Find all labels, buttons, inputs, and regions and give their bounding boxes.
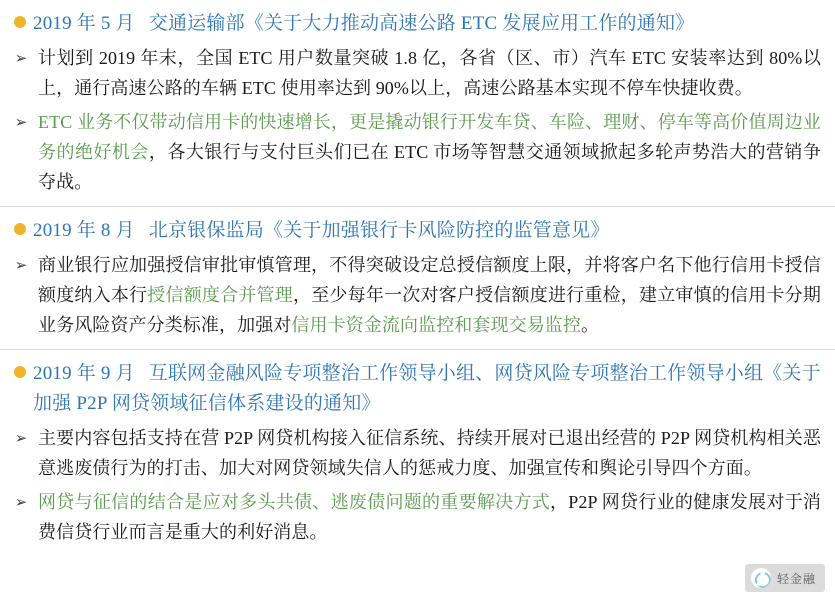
- policy-item: [14, 43, 821, 103]
- section-heading-text: [33, 216, 610, 246]
- policy-section: [0, 350, 835, 556]
- watermark-logo-icon: [751, 568, 771, 588]
- policy-item: [14, 107, 821, 197]
- circle-bullet-icon: [14, 16, 26, 28]
- section-header: [14, 359, 821, 419]
- policy-item-text: [38, 107, 821, 197]
- section-title: 北京银保监局《关于加强银行卡风险防控的监管意见》: [148, 220, 610, 241]
- policy-item: [14, 487, 821, 547]
- text-run: ，各大银行与支付巨头们已在 ETC 市场等智慧交通领域掀起多轮声势浩大的营销争夺战。: [38, 142, 821, 192]
- section-date: 2019 年 8 月: [33, 220, 135, 241]
- text-run: 计划到 2019 年末，全国 ETC 用户数量突破 1.8 亿，各省（区、市）汽车 ETC 安装率达到 80%以上，通行高速公路的车辆 ETC 使用率达到 90%以上，高速公路基本实现不停车快捷收费。: [38, 48, 821, 98]
- text-run: 主要内容包括支持在营 P2P 网贷机构接入征信系统、持续开展对已退出经营的 P2P 网贷机构相关恶意逃废债行为的打击、加大对网贷领域失信人的惩戒力度、加强宣传和舆论引导四个方面。: [38, 428, 821, 478]
- arrow-bullet-icon: ➢: [14, 256, 28, 274]
- section-title: 交通运输部《关于大力推动高速公路 ETC 发展应用工作的通知》: [148, 13, 695, 34]
- section-title: 互联网金融风险专项整治工作领导小组、网贷风险专项整治工作领导小组《关于加强 P2P 网贷领域征信体系建设的通知》: [33, 363, 821, 414]
- section-heading-text: [33, 9, 694, 39]
- policy-item: [14, 423, 821, 483]
- section-heading-text: [33, 359, 821, 419]
- section-header: [14, 9, 821, 39]
- section-header: [14, 216, 821, 246]
- circle-bullet-icon: [14, 366, 26, 378]
- circle-bullet-icon: [14, 223, 26, 235]
- policy-section: [0, 207, 835, 349]
- watermark-label: 轻金融: [776, 571, 816, 586]
- text-run: 网贷与征信的结合是应对多头共债、逃废债问题的重要解决方式: [38, 492, 551, 512]
- policy-item-text: [38, 250, 821, 340]
- policy-item-text: [38, 423, 821, 483]
- arrow-bullet-icon: ➢: [14, 429, 28, 447]
- text-run: 商业银行应加强授信审批审慎管理，不得突破设定总授信额度上限，并将客户名下他行信用卡授信额度纳入本行: [38, 255, 821, 305]
- section-date: 2019 年 9 月: [33, 363, 135, 384]
- text-run: ，P2P 网贷行业的健康发展对于消费信贷行业而言是重大的利好消息。: [38, 492, 821, 542]
- text-run: 。: [581, 315, 600, 335]
- text-run: ETC 业务不仅带动信用卡的快速增长，更是撬动银行开发车贷、车险、理财、停车等高价值周边业务的绝好机会: [38, 112, 821, 162]
- text-run: ，至少每年一次对客户授信额度进行重检，建立审慎的信用卡分期业务风险资产分类标准，加强对: [38, 285, 821, 335]
- text-run: 信用卡资金流向监控和套现交易监控: [291, 315, 582, 335]
- arrow-bullet-icon: ➢: [14, 49, 28, 67]
- section-date: 2019 年 5 月: [33, 13, 135, 34]
- policy-section: [0, 0, 835, 206]
- policy-item: [14, 250, 821, 340]
- text-run: 授信额度合并管理: [147, 285, 293, 305]
- watermark-badge: [745, 564, 825, 592]
- arrow-bullet-icon: ➢: [14, 493, 28, 511]
- policy-item-text: [38, 43, 821, 103]
- arrow-bullet-icon: ➢: [14, 113, 28, 131]
- policy-item-text: [38, 487, 821, 547]
